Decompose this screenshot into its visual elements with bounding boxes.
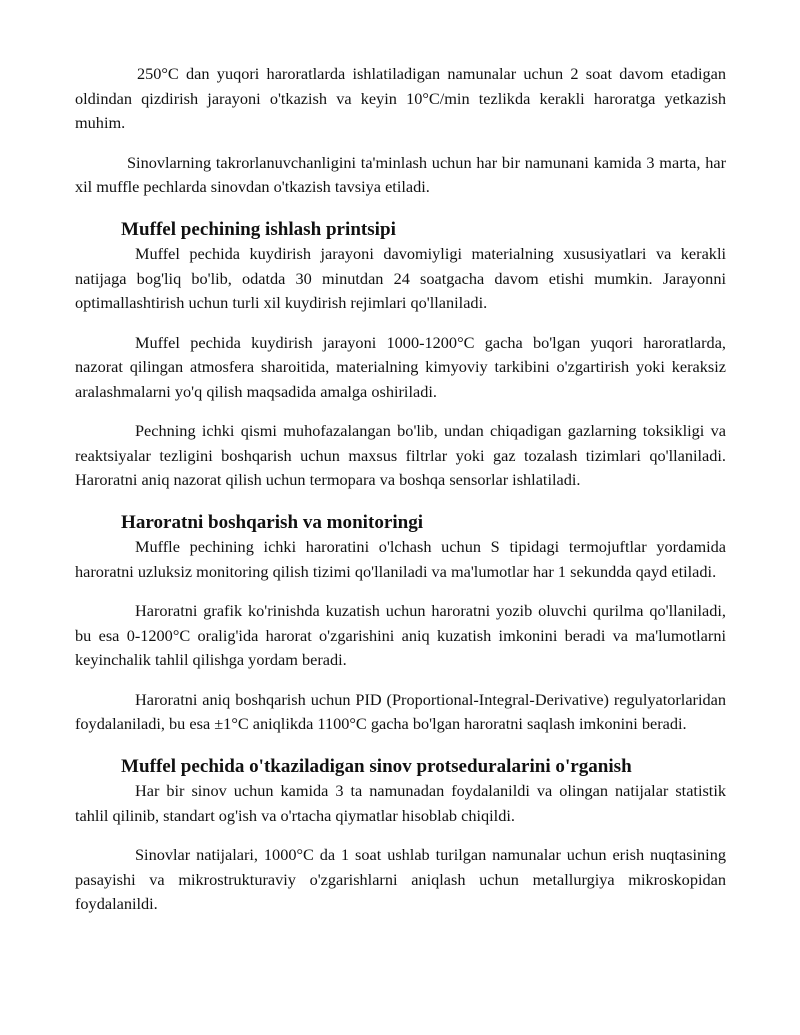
paragraph-firing-temperature: Muffel pechida kuydirish jarayoni 1000-1200°C gacha bo'lgan yuqori haroratlarda, nazorat qilingan atmosfera sharoitida, materialning kimyoviy tarkibini o'zgartirish yoki keraksiz aralashmalarni yo'q qilish maqsadida amalga oshiriladi. bbox=[75, 332, 726, 401]
heading-temperature-control: Haroratni boshqarish va monitoringi bbox=[121, 511, 424, 533]
paragraph-pid-regulators: Haroratni aniq boshqarish uchun PID (Proportional-Integral-Derivative) regulyatorlaridan foydalaniladi, bu esa ±1°C aniqlikda 1100°C gacha bo'lgan haroratni saqlash imkonini beradi. bbox=[75, 689, 726, 733]
paragraph-thermocouple-monitoring: Muffle pechining ichki haroratini o'lchash uchun S tipidagi termojuftlar yordamida haroratni uzluksiz monitoring qilish tizimi qo'llaniladi va ma'lumotlar har 1 sekundda qayd etiladi. bbox=[75, 537, 726, 581]
paragraph-repeatability: Sinovlarning takrorlanuvchanligini ta'minlash uchun har bir namunani kamida 3 marta, har xil muffle pechlarda sinovdan o'tkazish tavsiya etiladi. bbox=[75, 152, 726, 196]
heading-operating-principle: Muffel pechining ishlash printsipi bbox=[121, 218, 396, 240]
paragraph-furnace-interior: Pechning ichki qismi muhofazalangan bo'lib, undan chiqadigan gazlarning toksikligi va reaktsiyalar tezligini boshqarish uchun maxsus filtrlar yoki gaz tozalash tizimlari qo'llaniladi. Haroratni aniq nazorat qilish uchun termopara va boshqa sensorlar ishlatiladi. bbox=[75, 421, 726, 489]
paragraph-firing-duration: Muffel pechida kuydirish jarayoni davomiyligi materialning xususiyatlari va kerakli natijaga bog'liq bo'lib, odatda 30 minutdan 24 soatgacha davom etishi mumkin. Jarayonni optimallashtirish uchun turli xil kuydirish rejimlari qo'llaniladi. bbox=[75, 244, 726, 312]
paragraph-preheating: 250°C dan yuqori haroratlarda ishlatiladigan namunalar uchun 2 soat davom etadigan oldindan qizdirish jarayoni o'tkazish va keyin 10°C/min tezlikda kerakli haroratga yetkazish muhim. bbox=[75, 64, 726, 132]
paragraph-microscopy-results: Sinovlar natijalari, 1000°C da 1 soat ushlab turilgan namunalar uchun erish nuqtasining pasayishi va mikrostrukturaviy o'zgarishlarni aniqlash uchun metallurgiya mikroskopidan foydalanildi. bbox=[75, 845, 726, 913]
paragraph-sample-statistics: Har bir sinov uchun kamida 3 ta namunadan foydalanildi va olingan natijalar statistik tahlil qilinib, standart og'ish va o'rtacha qiymatlar hisoblab chiqildi. bbox=[75, 781, 726, 825]
heading-test-procedures: Muffel pechida o'tkaziladigan sinov protseduralarini o'rganish bbox=[121, 755, 632, 777]
paragraph-temperature-recorder: Haroratni grafik ko'rinishda kuzatish uchun haroratni yozib oluvchi qurilma qo'llaniladi, bu esa 0-1200°C oralig'ida harorat o'zgarishini aniq kuzatish imkonini beradi va ma'lumotlarni keyinchalik tahlil qilishga yordam beradi. bbox=[75, 601, 726, 669]
